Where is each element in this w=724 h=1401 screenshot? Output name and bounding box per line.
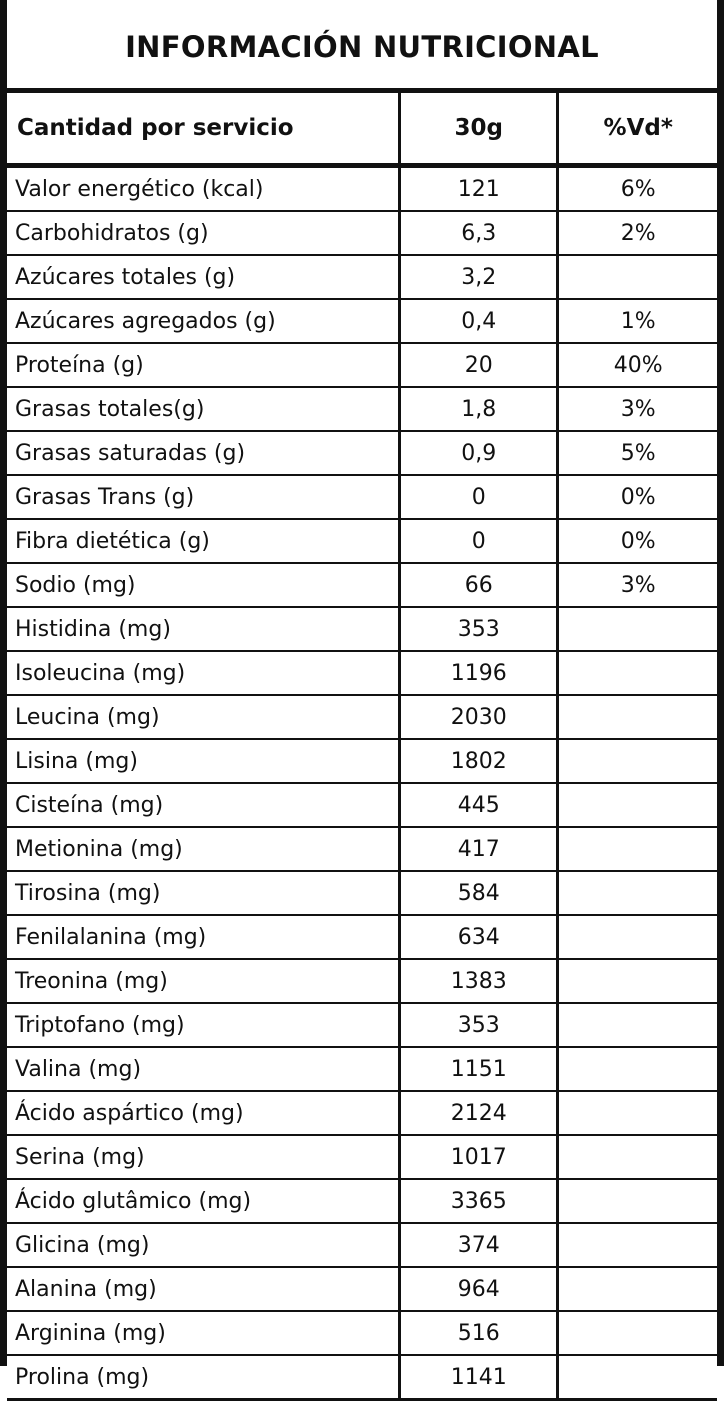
nutrient-amount: 353 <box>400 607 558 651</box>
table-row <box>7 1047 717 1091</box>
table-header-row <box>7 91 717 166</box>
table-row <box>7 1267 717 1311</box>
nutrient-daily-value <box>558 827 717 871</box>
nutrient-amount: 445 <box>400 783 558 827</box>
nutrient-name: Carbohidratos (g) <box>7 211 400 255</box>
nutrient-name: Treonina (mg) <box>7 959 400 1003</box>
nutrient-amount: 1802 <box>400 739 558 783</box>
nutrient-name: Proteína (g) <box>7 343 400 387</box>
nutrient-name: Lisina (mg) <box>7 739 400 783</box>
nutrient-daily-value <box>558 1003 717 1047</box>
table-row <box>7 827 717 871</box>
nutrient-amount: 1,8 <box>400 387 558 431</box>
nutrient-daily-value <box>558 1267 717 1311</box>
nutrient-daily-value: 6% <box>558 166 717 212</box>
nutrient-daily-value <box>558 1091 717 1135</box>
nutrient-amount: 1196 <box>400 651 558 695</box>
nutrient-amount: 1151 <box>400 1047 558 1091</box>
nutrient-daily-value <box>558 1047 717 1091</box>
nutrient-daily-value <box>558 255 717 299</box>
table-row <box>7 387 717 431</box>
nutrition-table-body <box>7 166 717 1400</box>
nutrient-amount: 634 <box>400 915 558 959</box>
nutrient-daily-value: 3% <box>558 387 717 431</box>
table-row <box>7 166 717 212</box>
table-row <box>7 1003 717 1047</box>
column-header-daily-value: %Vd* <box>558 91 717 166</box>
nutrient-name: Isoleucina (mg) <box>7 651 400 695</box>
nutrient-name: Sodio (mg) <box>7 563 400 607</box>
table-row <box>7 651 717 695</box>
nutrient-amount: 1383 <box>400 959 558 1003</box>
nutrient-amount: 121 <box>400 166 558 212</box>
table-row <box>7 1355 717 1400</box>
table-row <box>7 1311 717 1355</box>
nutrient-name: Fibra dietética (g) <box>7 519 400 563</box>
table-row <box>7 255 717 299</box>
nutrient-daily-value <box>558 739 717 783</box>
nutrient-name: Alanina (mg) <box>7 1267 400 1311</box>
nutrient-amount: 0,9 <box>400 431 558 475</box>
nutrient-amount: 2124 <box>400 1091 558 1135</box>
nutrient-amount: 3,2 <box>400 255 558 299</box>
nutrient-name: Prolina (mg) <box>7 1355 400 1400</box>
nutrient-daily-value: 40% <box>558 343 717 387</box>
nutrient-amount: 1017 <box>400 1135 558 1179</box>
table-row <box>7 1135 717 1179</box>
nutrient-daily-value <box>558 1179 717 1223</box>
nutrient-amount: 374 <box>400 1223 558 1267</box>
nutrient-name: Ácido glutâmico (mg) <box>7 1179 400 1223</box>
nutrient-amount: 584 <box>400 871 558 915</box>
nutrient-daily-value <box>558 915 717 959</box>
nutrient-name: Azúcares agregados (g) <box>7 299 400 343</box>
table-row <box>7 871 717 915</box>
nutrient-name: Fenilalanina (mg) <box>7 915 400 959</box>
table-row <box>7 519 717 563</box>
table-row <box>7 1223 717 1267</box>
table-row <box>7 695 717 739</box>
nutrient-daily-value <box>558 783 717 827</box>
nutrient-daily-value <box>558 1311 717 1355</box>
nutrient-amount: 6,3 <box>400 211 558 255</box>
nutrient-name: Triptofano (mg) <box>7 1003 400 1047</box>
table-row <box>7 211 717 255</box>
table-row <box>7 1091 717 1135</box>
nutrient-daily-value <box>558 651 717 695</box>
table-row <box>7 783 717 827</box>
table-row <box>7 607 717 651</box>
nutrient-amount: 0,4 <box>400 299 558 343</box>
nutrition-table <box>7 88 717 1401</box>
nutrient-daily-value: 0% <box>558 475 717 519</box>
table-row <box>7 431 717 475</box>
nutrient-name: Ácido aspártico (mg) <box>7 1091 400 1135</box>
nutrient-daily-value: 0% <box>558 519 717 563</box>
nutrient-amount: 3365 <box>400 1179 558 1223</box>
nutrient-daily-value <box>558 607 717 651</box>
table-row <box>7 343 717 387</box>
nutrient-name: Valina (mg) <box>7 1047 400 1091</box>
table-row <box>7 915 717 959</box>
nutrient-name: Histidina (mg) <box>7 607 400 651</box>
nutrient-name: Cisteína (mg) <box>7 783 400 827</box>
nutrient-amount: 417 <box>400 827 558 871</box>
nutrient-amount: 66 <box>400 563 558 607</box>
table-row <box>7 959 717 1003</box>
table-row <box>7 299 717 343</box>
nutrient-daily-value <box>558 695 717 739</box>
nutrient-daily-value <box>558 959 717 1003</box>
table-row <box>7 1179 717 1223</box>
nutrient-amount: 0 <box>400 475 558 519</box>
column-header-amount: 30g <box>400 91 558 166</box>
nutrient-daily-value: 1% <box>558 299 717 343</box>
nutrient-amount: 964 <box>400 1267 558 1311</box>
nutrient-name: Metionina (mg) <box>7 827 400 871</box>
nutrient-daily-value <box>558 1135 717 1179</box>
nutrient-amount: 20 <box>400 343 558 387</box>
nutrient-name: Tirosina (mg) <box>7 871 400 915</box>
column-header-serving: Cantidad por servicio <box>7 91 400 166</box>
table-row <box>7 739 717 783</box>
nutrient-daily-value <box>558 871 717 915</box>
nutrient-name: Grasas totales(g) <box>7 387 400 431</box>
nutrient-daily-value <box>558 1223 717 1267</box>
nutrient-name: Arginina (mg) <box>7 1311 400 1355</box>
nutrient-name: Azúcares totales (g) <box>7 255 400 299</box>
nutrient-daily-value: 2% <box>558 211 717 255</box>
nutrient-name: Serina (mg) <box>7 1135 400 1179</box>
nutrient-daily-value: 3% <box>558 563 717 607</box>
nutrient-amount: 1141 <box>400 1355 558 1400</box>
nutrient-amount: 353 <box>400 1003 558 1047</box>
nutrient-daily-value: 5% <box>558 431 717 475</box>
nutrient-amount: 0 <box>400 519 558 563</box>
nutrient-name: Glicina (mg) <box>7 1223 400 1267</box>
nutrient-name: Leucina (mg) <box>7 695 400 739</box>
nutrient-name: Grasas Trans (g) <box>7 475 400 519</box>
nutrient-amount: 516 <box>400 1311 558 1355</box>
table-row <box>7 563 717 607</box>
nutrient-name: Grasas saturadas (g) <box>7 431 400 475</box>
nutrient-amount: 2030 <box>400 695 558 739</box>
page-title: INFORMACIÓN NUTRICIONAL <box>125 30 599 64</box>
table-row <box>7 475 717 519</box>
nutrient-daily-value <box>558 1355 717 1400</box>
nutrient-name: Valor energético (kcal) <box>7 166 400 212</box>
